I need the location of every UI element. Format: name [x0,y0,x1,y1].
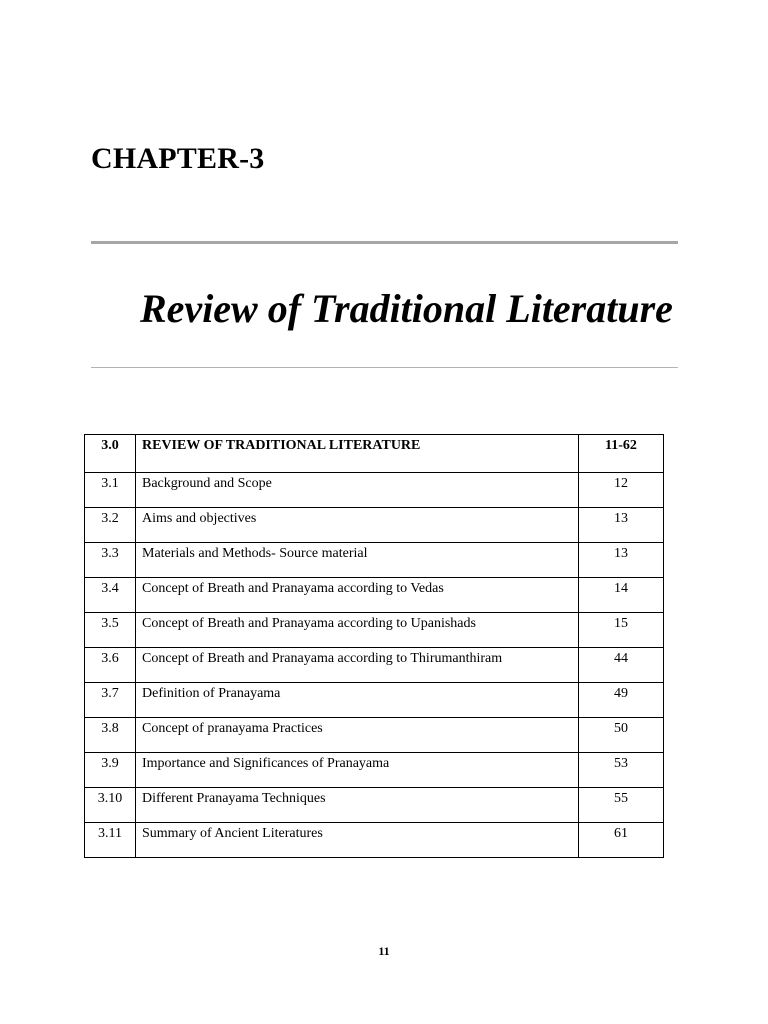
section-number: 3.10 [85,788,136,823]
table-row [85,473,664,508]
chapter-heading: CHAPTER-3 [91,142,265,175]
section-title: Background and Scope [136,473,579,508]
table-row [85,788,664,823]
section-title: Concept of Breath and Pranayama according to Thirumanthiram [136,648,579,683]
page-number: 11 [378,944,390,958]
section-number: 3.1 [85,473,136,508]
page-reference: 53 [579,753,664,788]
section-title: Concept of pranayama Practices [136,718,579,753]
page-reference: 14 [579,578,664,613]
section-title: Concept of Breath and Pranayama according to Vedas [136,578,579,613]
table-row [85,753,664,788]
table-row [85,648,664,683]
section-title: Definition of Pranayama [136,683,579,718]
section-title: Aims and objectives [136,508,579,543]
table-row [85,578,664,613]
section-number: 3.11 [85,823,136,858]
page-reference: 44 [579,648,664,683]
section-number: 3.3 [85,543,136,578]
section-number: 3.4 [85,578,136,613]
section-number: 3.7 [85,683,136,718]
page-range: 11-62 [579,435,664,473]
section-number: 3.6 [85,648,136,683]
section-title: Concept of Breath and Pranayama according to Upanishads [136,613,579,648]
page-reference: 13 [579,543,664,578]
section-title: REVIEW OF TRADITIONAL LITERATURE [136,435,579,473]
section-title: Different Pranayama Techniques [136,788,579,823]
page-reference: 12 [579,473,664,508]
section-title: Materials and Methods- Source material [136,543,579,578]
page-reference: 50 [579,718,664,753]
contents-header-row [85,435,664,473]
page-reference: 49 [579,683,664,718]
section-number: 3.5 [85,613,136,648]
table-row [85,823,664,858]
section-title: Summary of Ancient Literatures [136,823,579,858]
section-number: 3.2 [85,508,136,543]
page-reference: 15 [579,613,664,648]
table-row [85,543,664,578]
page-reference: 13 [579,508,664,543]
table-row [85,683,664,718]
section-title: Importance and Significances of Pranayama [136,753,579,788]
page-reference: 61 [579,823,664,858]
section-number: 3.0 [85,435,136,473]
bottom-divider [91,367,678,368]
section-number: 3.9 [85,753,136,788]
contents-table [84,434,664,858]
table-row [85,718,664,753]
top-divider [91,241,678,244]
table-row [85,508,664,543]
page-reference: 55 [579,788,664,823]
chapter-title: Review of Traditional Literature [140,286,673,331]
section-number: 3.8 [85,718,136,753]
table-row [85,613,664,648]
